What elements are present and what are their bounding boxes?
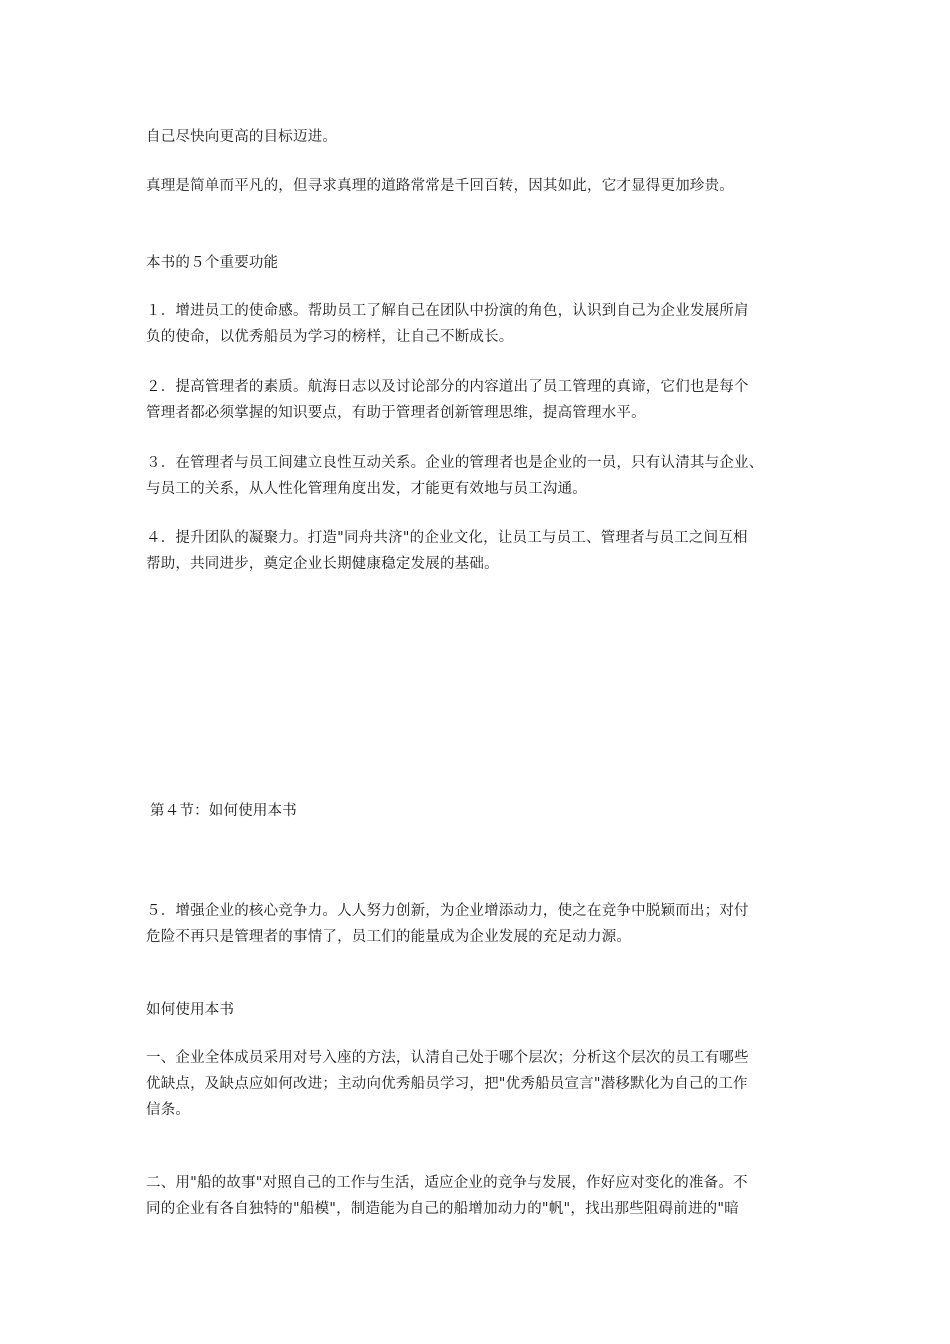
function-item-line: ５．增强企业的核心竞争力。人人努力创新，为企业增添动力，使之在竞争中脱颖而出；对付: [146, 903, 749, 919]
function-item-line: ４．提升团队的凝聚力。打造"同舟共济"的企业文化，让员工与员工、管理者与员工之间互相: [146, 530, 748, 546]
usage-item-line: 一、企业全体成员采用对号入座的方法，认清自己处于哪个层次；分析这个层次的员工有哪些: [146, 1050, 749, 1066]
function-item-line: ２．提高管理者的素质。航海日志以及讨论部分的内容道出了员工管理的真谛，它们也是每个: [146, 379, 749, 395]
function-item-line: 负的使命，以优秀船员为学习的榜样，让自己不断成长。: [146, 329, 514, 345]
functions-heading: 本书的５个重要功能: [146, 255, 279, 271]
function-item-line: 管理者都必须掌握的知识要点，有助于管理者创新管理思维，提高管理水平。: [146, 405, 646, 421]
intro-tail-text: 自己尽快向更高的目标迈进。: [146, 129, 338, 145]
section-title: 第４节：如何使用本书: [150, 803, 297, 819]
usage-item-line: 信条。: [146, 1102, 191, 1118]
usage-heading: 如何使用本书: [146, 1002, 235, 1018]
function-item-line: 危险不再只是管理者的事情了，员工们的能量成为企业发展的充足动力源。: [146, 929, 632, 945]
usage-item-line: 优缺点，及缺点应如何改进；主动向优秀船员学习，把"优秀船员宣言"潜移默化为自己的工作: [146, 1076, 748, 1092]
usage-item-line: 同的企业有各自独特的"船模"，制造能为自己的船增加动力的"帆"，找出那些阻碍前进的"暗: [146, 1201, 739, 1217]
function-item-line: １．增进员工的使命感。帮助员工了解自己在团队中扮演的角色，认识到自己为企业发展所肩: [146, 303, 749, 319]
function-item-line: 与员工的关系，从人性化管理角度出发，才能更有效地与员工沟通。: [146, 481, 587, 497]
truth-sentence: 真理是简单而平凡的，但寻求真理的道路常常是千回百转，因其如此，它才显得更加珍贵。: [146, 178, 734, 194]
function-item-line: 帮助，共同进步，奠定企业长期健康稳定发展的基础。: [146, 556, 499, 572]
usage-item-line: 二、用"船的故事"对照自己的工作与生活，适应企业的竞争与发展，作好应对变化的准备。不: [146, 1175, 748, 1191]
function-item-line: ３．在管理者与员工间建立良性互动关系。企业的管理者也是企业的一员，只有认清其与企业、: [146, 455, 764, 471]
